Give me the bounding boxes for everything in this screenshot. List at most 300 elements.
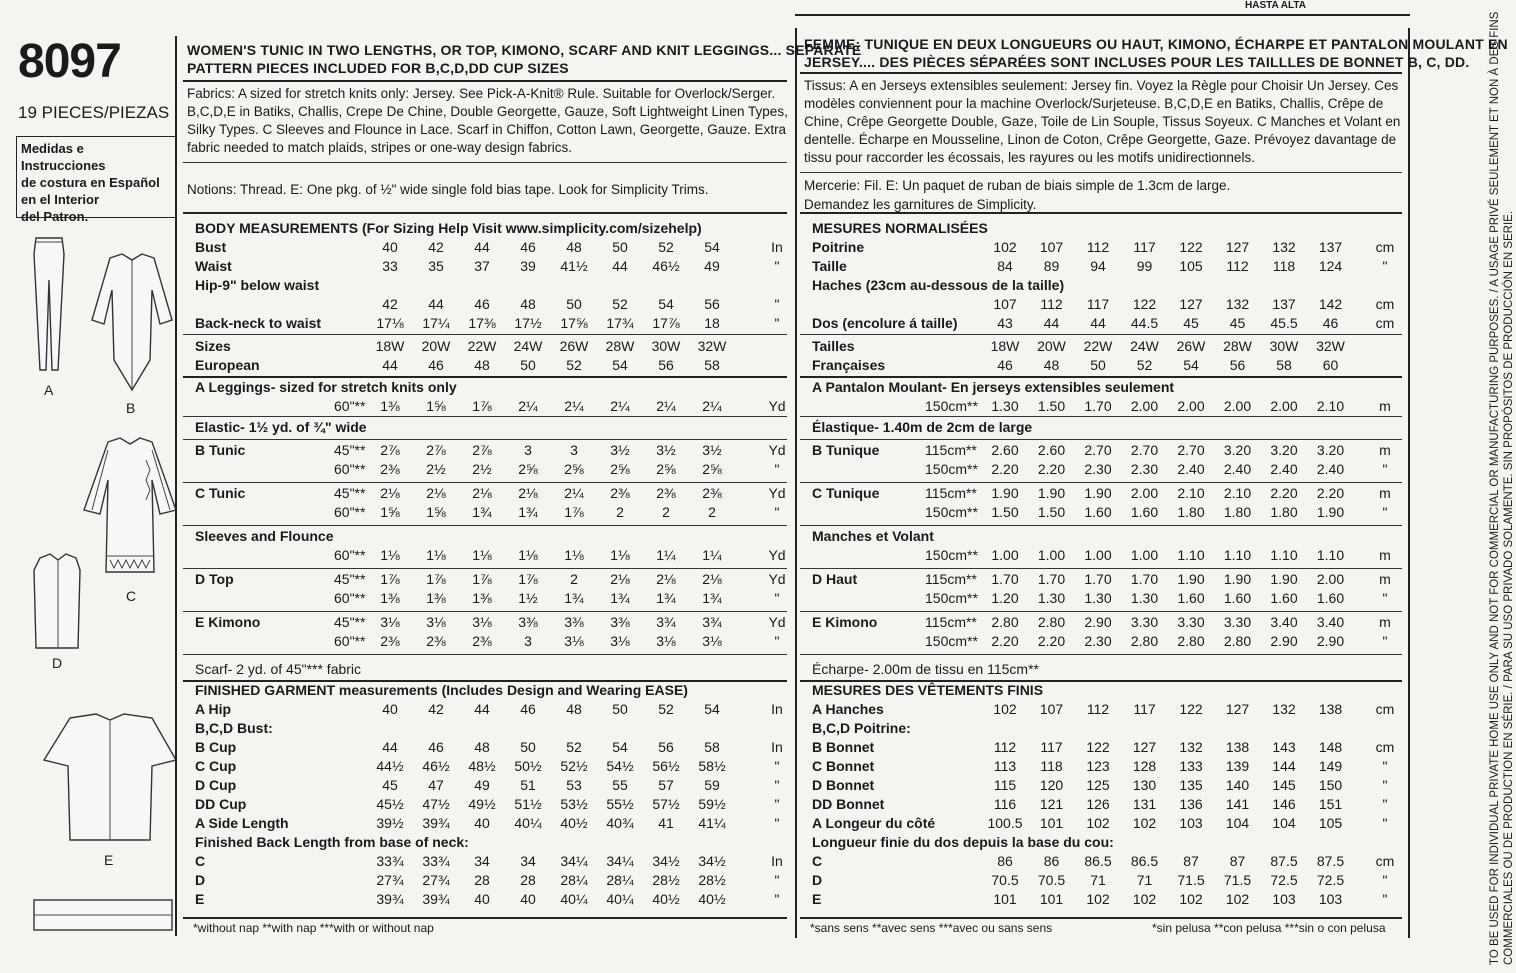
value-cell: 1.10	[1270, 547, 1298, 563]
unit-cell: Yd	[768, 442, 786, 458]
row-label: C	[812, 853, 823, 869]
e-kimono-label: E Kimono	[195, 614, 261, 630]
value-cell: 146	[1272, 796, 1296, 812]
fabric-width: 150cm**	[925, 398, 978, 414]
value-cell: 118	[1040, 758, 1063, 774]
value-cell: 44½	[376, 758, 404, 774]
value-cell: 54	[612, 739, 628, 755]
value-cell: 40¼	[606, 891, 634, 907]
fabric-width: 60"**	[334, 504, 366, 520]
column-divider	[1408, 28, 1410, 938]
value-cell: 17⅜	[468, 315, 496, 331]
value-cell: 87	[1229, 853, 1246, 869]
value-cell: 103	[1179, 815, 1203, 831]
value-cell: 1.30	[1130, 590, 1159, 606]
value-cell: 1⅛	[610, 547, 630, 563]
value-cell: 120	[1039, 777, 1064, 793]
value-cell: 1⅛	[380, 547, 400, 563]
top-fragment: HASTA ALTA	[1245, 0, 1306, 11]
value-cell: 132	[1272, 239, 1296, 255]
value-cell: 1⅛	[426, 547, 446, 563]
value-cell: 58½	[698, 758, 726, 774]
value-cell: 42	[382, 296, 398, 312]
value-cell: 1¼	[656, 547, 676, 563]
row-label: D	[195, 872, 206, 888]
size-cell: 48	[474, 357, 490, 373]
value-cell: 118	[1272, 258, 1296, 274]
value-cell: 2	[708, 504, 716, 520]
value-cell: 102	[993, 701, 1017, 717]
row-label: B Bonnet	[812, 739, 875, 755]
value-cell: 102	[993, 239, 1017, 255]
d-top-label: D Haut	[812, 571, 858, 587]
value-cell: 50	[566, 296, 582, 312]
value-cell: 39½	[376, 815, 404, 831]
usage-notice-line: COMMERCIALES OU DE PRODUCTION EN SÉRIE. / PARA SU USO PRIVADO SOLAMENTE. SIN PROPÓSITOS DE PRODUCCIÓN EN SERIE.	[1503, 210, 1515, 965]
value-cell: 1⅛	[472, 547, 492, 563]
value-cell: 72.5	[1270, 872, 1298, 888]
value-cell: 2.70	[1084, 442, 1112, 458]
value-cell: 42	[428, 239, 444, 255]
value-cell: 2.10	[1177, 485, 1205, 501]
value-cell: 2.90	[1270, 633, 1298, 649]
value-cell: 1¾	[702, 590, 722, 606]
view-c-tunic-illustration	[84, 438, 176, 572]
unit-cell: "	[1382, 504, 1388, 520]
value-cell: 50	[520, 739, 536, 755]
fabric-width: 115cm**	[925, 614, 977, 630]
value-cell: 1.60	[1084, 504, 1112, 520]
rule	[800, 568, 1402, 569]
value-cell: 2.80	[1177, 633, 1205, 649]
row-label: Waist	[195, 258, 232, 274]
spanish-line: del Patron.	[21, 209, 89, 224]
value-cell: 1.90	[1223, 571, 1252, 587]
value-cell: 1.30	[1037, 590, 1066, 606]
value-cell: 3⅜	[518, 614, 538, 630]
value-cell: 1¾	[610, 590, 630, 606]
row-label: A Longeur du côté	[812, 815, 936, 831]
rule	[183, 568, 787, 569]
unit-cell: m	[1379, 614, 1391, 630]
value-cell: 112	[1040, 296, 1063, 312]
value-cell: 132	[1272, 701, 1296, 717]
value-cell: 1.70	[1037, 571, 1066, 587]
value-cell: 138	[1225, 739, 1250, 755]
value-cell: 2.00	[1223, 398, 1252, 414]
value-cell: 1.00	[1130, 547, 1159, 563]
value-cell: 133	[1179, 758, 1203, 774]
value-cell: 86.5	[1130, 853, 1159, 869]
value-cell: 2.80	[1223, 633, 1252, 649]
value-cell: 44	[1043, 315, 1060, 331]
value-cell: 103	[1272, 891, 1296, 907]
fabrics-text: modèles conviennent pour la machine Overlock/Surjeteuse. B,C,D,E en Batiks, Challis, Crêpe de	[804, 96, 1384, 111]
value-cell: 70.5	[991, 872, 1019, 888]
value-cell: 2.60	[1037, 442, 1066, 458]
rule	[183, 334, 787, 335]
value-cell: 2¼	[702, 398, 722, 414]
value-cell: 40	[474, 815, 490, 831]
value-cell: 1¾	[564, 590, 584, 606]
value-cell: 39	[520, 258, 536, 274]
unit-cell: "	[774, 258, 780, 274]
value-cell: 1¾	[518, 504, 538, 520]
value-cell: 48	[566, 701, 582, 717]
b-tunic-label: B Tunique	[812, 442, 880, 458]
value-cell: 56	[704, 296, 720, 312]
value-cell: 2.70	[1130, 442, 1159, 458]
value-cell: 17½	[514, 315, 542, 331]
value-cell: 2.00	[1130, 485, 1159, 501]
fabrics-text: Fabrics: A sized for stretch knits only: Jersey. See Pick-A-Knit® Rule. Suitable for Overlock/Serger.	[187, 86, 776, 101]
value-cell: 3⅛	[472, 614, 492, 630]
value-cell: 87.5	[1270, 853, 1298, 869]
row-label: D Bonnet	[812, 777, 875, 793]
row-label: D Cup	[195, 777, 237, 793]
value-cell: 1.90	[1270, 571, 1298, 587]
value-cell: 122	[1179, 239, 1203, 255]
value-cell: 87.5	[1316, 853, 1345, 869]
value-cell: 1.80	[1270, 504, 1298, 520]
value-cell: 102	[1086, 891, 1110, 907]
value-cell: 47	[428, 777, 444, 793]
value-cell: 28½	[698, 872, 726, 888]
fabric-width: 115cm**	[925, 442, 977, 458]
value-cell: 3.20	[1316, 442, 1345, 458]
value-cell: 3	[570, 442, 578, 458]
value-cell: 50	[612, 701, 628, 717]
pattern-title: JERSEY.... DES PIÈCES SÉPARÉES SONT INCLUSES POUR LES TAILLLES DE BONNET B, C, DD.	[804, 54, 1470, 70]
value-cell: 1.80	[1223, 504, 1252, 520]
value-cell: 2.80	[1130, 633, 1159, 649]
value-cell: 44	[428, 296, 444, 312]
unit-cell: m	[1379, 485, 1391, 501]
rule	[800, 172, 1402, 173]
row-label: B,C,D Poitrine:	[812, 720, 911, 736]
pattern-title: FEMME: TUNIQUE EN DEUX LONGUEURS OU HAUT, KIMONO, ÉCHARPE ET PANTALON MOULANT EN	[804, 36, 1508, 52]
piece-count: 19 PIECES/PIEZAS	[18, 103, 170, 122]
value-cell: 18	[704, 315, 720, 331]
view-label-d: D	[52, 655, 63, 671]
value-cell: 150	[1318, 777, 1343, 793]
value-cell: 1.10	[1316, 547, 1345, 563]
unit-cell: "	[1382, 633, 1388, 649]
value-cell: 40¾	[606, 815, 634, 831]
unit-cell: "	[774, 815, 780, 831]
row-label: Taille	[812, 258, 847, 274]
value-cell: 2⅜	[426, 633, 446, 649]
c-tunic-label: C Tunic	[195, 485, 246, 501]
value-cell: 117	[1133, 239, 1156, 255]
size-cell: 20W	[1037, 338, 1066, 354]
value-cell: 1⅞	[518, 571, 538, 587]
row-label: C	[195, 853, 206, 869]
unit-cell: m	[1379, 442, 1391, 458]
value-cell: 86	[997, 853, 1013, 869]
value-cell: 1.60	[1270, 590, 1298, 606]
value-cell: 124	[1318, 258, 1343, 274]
view-label-c: C	[126, 588, 137, 604]
value-cell: 55	[612, 777, 628, 793]
value-cell: 3.20	[1270, 442, 1298, 458]
row-label: A Hip	[195, 701, 232, 717]
value-cell: 39¾	[422, 815, 450, 831]
fabrics-text: fabric needed to match plaids, stripes or one-way design fabrics.	[187, 140, 572, 155]
fabric-width: 150cm**	[925, 547, 978, 563]
value-cell: 41½	[560, 258, 588, 274]
rule	[183, 611, 787, 612]
value-cell: 1.00	[1037, 547, 1066, 563]
value-cell: 2.00	[1316, 571, 1345, 587]
value-cell: 127	[1132, 739, 1157, 755]
fabric-width: 45"**	[334, 442, 366, 458]
value-cell: 3⅛	[426, 614, 446, 630]
row-label: Dos (encolure á taille)	[812, 315, 958, 331]
value-cell: 2⅛	[656, 571, 676, 587]
value-cell: 3.30	[1177, 614, 1205, 630]
value-cell: 104	[1272, 815, 1296, 831]
row-label: C Bonnet	[812, 758, 875, 774]
value-cell: 1.70	[1084, 571, 1112, 587]
value-cell: 71	[1136, 872, 1153, 888]
value-cell: 136	[1179, 796, 1203, 812]
value-cell: 1⅝	[426, 504, 446, 520]
value-cell: 2⅜	[702, 485, 722, 501]
size-cell: 32W	[697, 338, 727, 354]
value-cell: 112	[1086, 701, 1110, 717]
rule	[183, 162, 787, 163]
value-cell: 99	[1136, 258, 1153, 274]
value-cell: 117	[1133, 701, 1156, 717]
value-cell: 48	[566, 239, 582, 255]
value-cell: 55½	[606, 796, 634, 812]
column-divider	[795, 28, 797, 938]
value-cell: 112	[1226, 258, 1249, 274]
value-cell: 3½	[656, 442, 676, 458]
row-label: Back-neck to waist	[195, 315, 322, 331]
row-label: A Hanches	[812, 701, 884, 717]
row-label: Bust	[195, 239, 227, 255]
value-cell: 2⅛	[702, 571, 722, 587]
view-label-a: A	[44, 382, 54, 398]
value-cell: 2⅝	[610, 461, 630, 477]
rule	[183, 439, 787, 440]
size-cell: 44	[382, 357, 398, 373]
value-cell: 48	[474, 739, 490, 755]
value-cell: 45	[1229, 315, 1246, 331]
value-cell: 28	[474, 872, 490, 888]
unit-cell: "	[774, 296, 780, 312]
value-cell: 2.90	[1084, 614, 1112, 630]
value-cell: 3⅜	[564, 614, 584, 630]
value-cell: 40½	[652, 891, 680, 907]
unit-cell: "	[774, 872, 780, 888]
value-cell: 2.00	[1130, 398, 1159, 414]
value-cell: 54½	[606, 758, 634, 774]
value-cell: 46½	[652, 258, 680, 274]
value-cell: 2.20	[1037, 633, 1066, 649]
value-cell: 139	[1225, 758, 1250, 774]
value-cell: 54	[704, 239, 720, 255]
value-cell: 45½	[376, 796, 404, 812]
value-cell: 2.00	[1177, 398, 1205, 414]
value-cell: 102	[1225, 891, 1250, 907]
value-cell: 116	[993, 796, 1017, 812]
value-cell: 89	[1043, 258, 1060, 274]
value-cell: 40	[520, 891, 536, 907]
unit-cell: "	[774, 504, 780, 520]
value-cell: 1⅞	[564, 504, 584, 520]
value-cell: 27¾	[376, 872, 404, 888]
value-cell: 2⅛	[380, 485, 400, 501]
value-cell: 132	[1225, 296, 1250, 312]
unit-cell: Yd	[768, 485, 786, 501]
value-cell: 46	[428, 739, 444, 755]
value-cell: 117	[1086, 296, 1110, 312]
fabrics-text: Chine, Crêpe Georgette Double, Gaze, Toile de Lin Souple, Tissus Soyeux. C Manches et Volant en	[804, 114, 1401, 129]
value-cell: 3¾	[656, 614, 676, 630]
value-cell: 144	[1272, 758, 1296, 774]
value-cell: 1.60	[1177, 590, 1205, 606]
value-cell: 3.30	[1130, 614, 1159, 630]
usage-notice-line: TO BE USED FOR INDIVIDUAL PRIVATE HOME USE ONLY AND NOT FOR COMMERCIAL OR MANUFACTURING PURPOSES. / A USAGE PRIVÉ SEULEMENT ET NON À DES FINS	[1489, 11, 1501, 965]
value-cell: 2⅜	[472, 633, 492, 649]
rule	[183, 525, 787, 526]
value-cell: 54	[658, 296, 674, 312]
value-cell: 45	[382, 777, 398, 793]
value-cell: 2⅛	[426, 485, 446, 501]
value-cell: 39¾	[422, 891, 450, 907]
value-cell: 2.20	[1270, 485, 1298, 501]
value-cell: 1.30	[991, 398, 1019, 414]
unit-cell: "	[774, 633, 780, 649]
value-cell: 46	[520, 701, 536, 717]
value-cell: 41	[658, 815, 674, 831]
size-cell: 28W	[1223, 338, 1252, 354]
size-cell: 18W	[990, 338, 1020, 354]
value-cell: 113	[993, 758, 1017, 774]
unit-cell: "	[774, 461, 780, 477]
unit-cell: cm	[1375, 296, 1395, 312]
view-label-b: B	[126, 400, 136, 416]
size-cell: 52	[1136, 357, 1153, 373]
c-tunic-label: C Tunique	[812, 485, 880, 501]
size-cell: 56	[1229, 357, 1246, 373]
unit-cell: In	[771, 701, 783, 717]
view-label-e: E	[104, 852, 114, 868]
e-kimono-label: E Kimono	[812, 614, 878, 630]
value-cell: 44	[474, 239, 490, 255]
value-cell: 105	[1179, 258, 1203, 274]
value-cell: 3⅛	[610, 633, 630, 649]
size-cell: 54	[612, 357, 628, 373]
value-cell: 1⅜	[380, 398, 400, 414]
value-cell: 59½	[698, 796, 726, 812]
value-cell: 135	[1179, 777, 1203, 793]
value-cell: 53	[566, 777, 582, 793]
rule	[800, 611, 1402, 612]
value-cell: 40	[474, 891, 490, 907]
value-cell: 2⅝	[656, 461, 676, 477]
value-cell: 28½	[652, 872, 680, 888]
size-cell: 24W	[1130, 338, 1159, 354]
value-cell: 39¾	[376, 891, 404, 907]
rule	[800, 917, 1402, 919]
value-cell: 3½	[610, 442, 630, 458]
unit-cell: "	[774, 315, 780, 331]
value-cell: 57	[658, 777, 674, 793]
value-cell: 1.50	[991, 504, 1019, 520]
value-cell: 33¾	[376, 853, 404, 869]
fabric-width: 150cm**	[925, 633, 978, 649]
value-cell: 34¼	[560, 853, 588, 869]
value-cell: 33¾	[422, 853, 450, 869]
value-cell: 2.70	[1177, 442, 1205, 458]
fabric-width: 60"**	[334, 633, 366, 649]
row-label: E	[195, 891, 205, 907]
unit-cell: "	[1382, 461, 1388, 477]
value-cell: 1.60	[1316, 590, 1345, 606]
fabric-width: 45"**	[334, 571, 366, 587]
value-cell: 1⅞	[472, 571, 492, 587]
value-cell: 2⅜	[656, 485, 676, 501]
unit-cell: cm	[1375, 739, 1395, 755]
size-cell: 50	[1090, 357, 1106, 373]
unit-cell: cm	[1375, 239, 1395, 255]
value-cell: 107	[1039, 239, 1064, 255]
european-sizes-label: Françaises	[812, 357, 886, 373]
value-cell: 2½	[472, 461, 492, 477]
value-cell: 28¼	[560, 872, 588, 888]
value-cell: 3.40	[1270, 614, 1298, 630]
value-cell: 42	[428, 701, 444, 717]
unit-cell: "	[1382, 758, 1388, 774]
unit-cell: cm	[1375, 701, 1395, 717]
fabrics-text: tissu pour raccorder les écossais, les rayures ou les motifs unidirectionnels.	[804, 150, 1255, 165]
value-cell: 46	[474, 296, 490, 312]
fabric-width: 150cm**	[925, 504, 978, 520]
value-cell: 1⅜	[472, 590, 492, 606]
unit-cell: Yd	[768, 571, 786, 587]
value-cell: 59	[704, 777, 720, 793]
value-cell: 2.40	[1316, 461, 1345, 477]
value-cell: 1.30	[1084, 590, 1112, 606]
body-measurements-title: BODY MEASUREMENTS (For Sizing Help Visit www.simplicity.com/sizehelp)	[195, 220, 702, 236]
fabrics-text: B,C,D,E in Batiks, Challis, Crepe De Chine, Double Georgette, Gauze, Soft Lightweight Linen Types,	[187, 104, 788, 119]
value-cell: 71	[1090, 872, 1106, 888]
fabric-width: 60"**	[334, 590, 366, 606]
unit-cell: "	[1382, 777, 1388, 793]
fabric-width: 45"**	[334, 614, 366, 630]
value-cell: 1.60	[1130, 504, 1159, 520]
value-cell: 1¾	[656, 590, 676, 606]
footnote: *sans sens **avec sens ***avec ou sans sens	[810, 921, 1053, 935]
value-cell: 1.90	[1177, 571, 1205, 587]
value-cell: 2.20	[1037, 461, 1066, 477]
value-cell: 1.50	[1037, 398, 1066, 414]
value-cell: 52	[612, 296, 628, 312]
value-cell: 105	[1318, 815, 1343, 831]
value-cell: 122	[1179, 701, 1203, 717]
value-cell: 35	[428, 258, 444, 274]
value-cell: 131	[1132, 796, 1157, 812]
value-cell: 1.70	[991, 571, 1019, 587]
finished-title: FINISHED GARMENT measurements (Includes Design and Wearing EASE)	[195, 682, 688, 698]
value-cell: 2.40	[1223, 461, 1252, 477]
value-cell: 1.70	[1084, 398, 1112, 414]
size-cell: 60	[1322, 357, 1339, 373]
